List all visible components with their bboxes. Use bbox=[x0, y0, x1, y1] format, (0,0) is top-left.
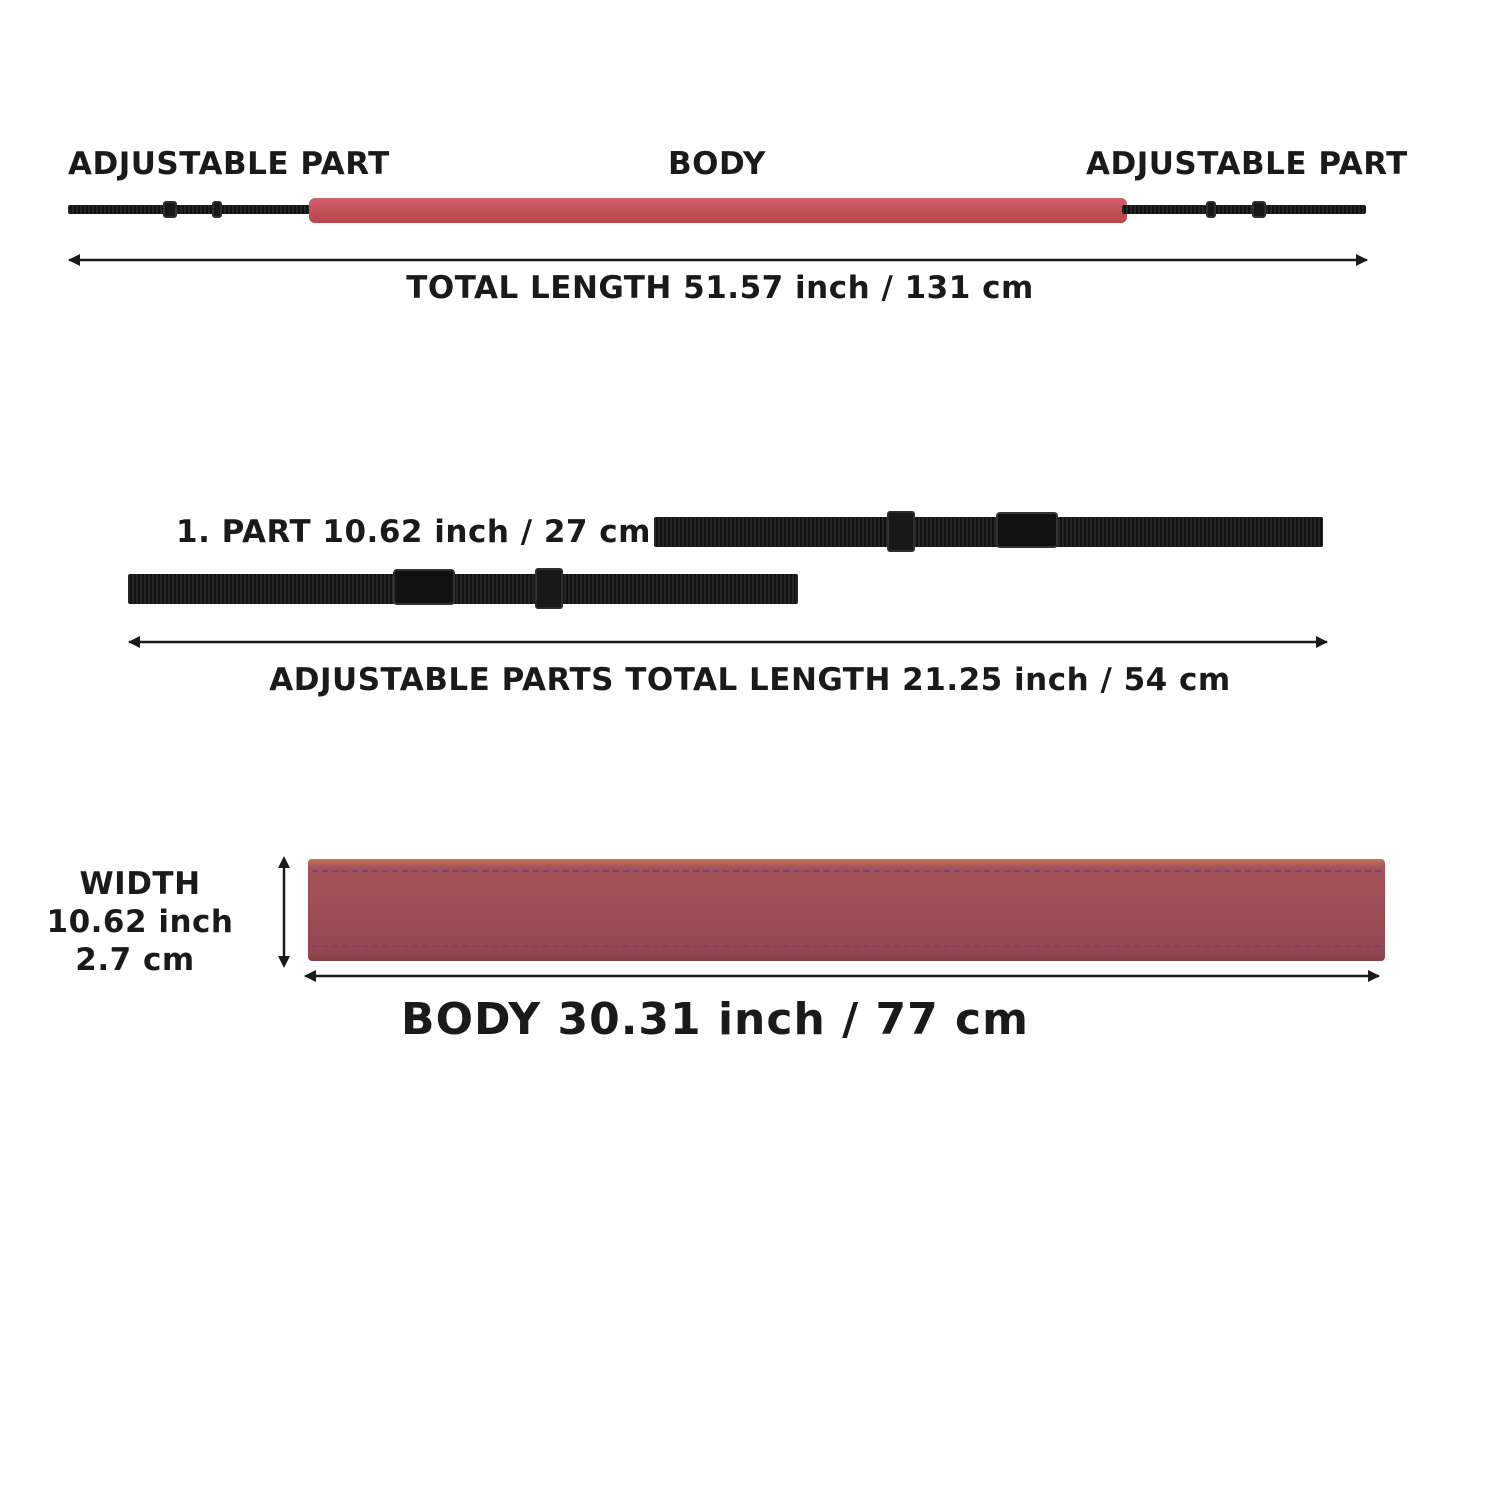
arrowhead-body-right bbox=[1368, 970, 1380, 982]
part-length-label: 1. PART 10.62 inch / 27 cm bbox=[176, 514, 651, 550]
arrowhead-adj-left bbox=[128, 636, 140, 648]
body-label: BODY bbox=[668, 146, 766, 182]
arrowhead-adj-right bbox=[1316, 636, 1328, 648]
body-length-label: BODY 30.31 inch / 77 cm bbox=[401, 994, 1029, 1045]
arrowhead-width-top bbox=[278, 856, 290, 868]
right-adjustable-label: ADJUSTABLE PART bbox=[1086, 146, 1408, 182]
width-inch-value: 10.62 inch bbox=[46, 904, 234, 940]
width-cm-value: 2.7 cm bbox=[75, 942, 195, 978]
arrowhead-body-left bbox=[304, 970, 316, 982]
arrowhead-width-bottom bbox=[278, 956, 290, 968]
total-length-label: TOTAL LENGTH 51.57 inch / 131 cm bbox=[406, 270, 1034, 306]
width-title: WIDTH bbox=[79, 866, 201, 902]
left-adjustable-label: ADJUSTABLE PART bbox=[68, 146, 390, 182]
arrowhead-total-right bbox=[1356, 254, 1368, 266]
adjustable-total-label: ADJUSTABLE PARTS TOTAL LENGTH 21.25 inch / 54 cm bbox=[269, 662, 1231, 698]
arrowhead-total-left bbox=[68, 254, 80, 266]
